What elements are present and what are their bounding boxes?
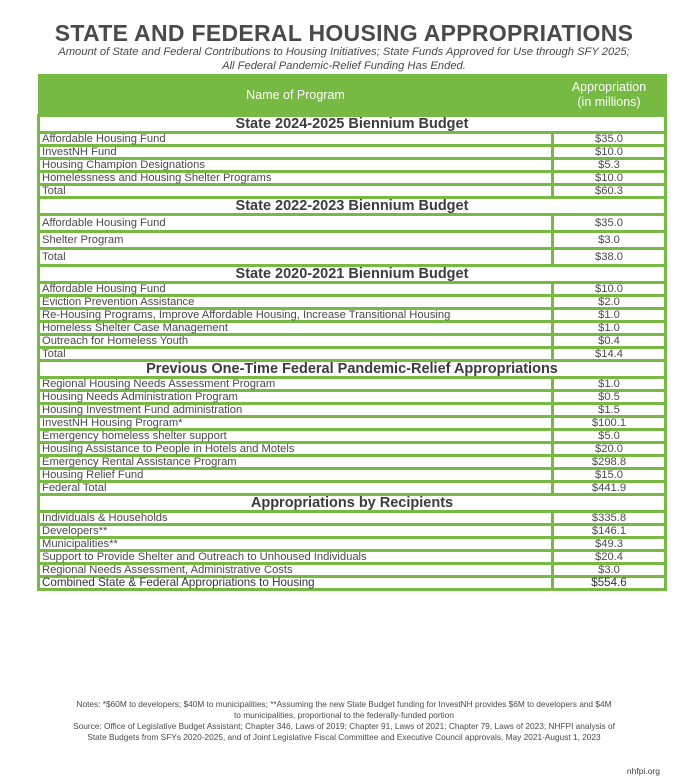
program-name-cell: Eviction Prevention Assistance	[39, 296, 553, 309]
table-row	[39, 391, 666, 404]
program-name-cell: Total	[39, 348, 553, 361]
appropriation-value-cell: $20.0	[553, 443, 666, 456]
program-name-cell: InvestNH Housing Program*	[39, 417, 553, 430]
table-row	[39, 417, 666, 430]
appropriations-table-container	[37, 74, 664, 591]
table-row	[39, 525, 666, 538]
table-row	[39, 564, 666, 577]
appropriation-value-cell: $10.0	[553, 172, 666, 185]
table-row	[39, 551, 666, 564]
section-header-row	[39, 198, 666, 215]
table-body	[39, 116, 666, 590]
section-title: State 2020-2021 Biennium Budget	[39, 266, 666, 283]
appropriation-value-cell: $5.0	[553, 430, 666, 443]
footnote-line-1: Notes: *$60M to developers; $40M to municipalities; **Assuming the new State Budget funding for InvestNH provides $6M to developers and $4M	[76, 699, 612, 709]
appropriation-value-cell: $10.0	[553, 283, 666, 296]
appropriation-value-cell: $14.4	[553, 348, 666, 361]
subtitle-line-2: All Federal Pandemic-Relief Funding Has Ended.	[222, 60, 466, 72]
column-header-appropriation-line-2: (in millions)	[577, 95, 641, 109]
source-line-2: State Budgets from SFYs 2020-2025, and of Joint Legislative Fiscal Committee and Executive Council approvals, May 2021-August 1, 2023	[87, 732, 601, 742]
program-name-cell: Regional Housing Needs Assessment Program	[39, 378, 553, 391]
program-name-cell: Housing Investment Fund administration	[39, 404, 553, 417]
appropriation-value-cell: $1.0	[553, 309, 666, 322]
appropriations-table	[37, 74, 667, 591]
program-name-cell: Individuals & Households	[39, 512, 553, 525]
program-name-cell: Regional Needs Assessment, Administrative Costs	[39, 564, 553, 577]
table-row	[39, 482, 666, 495]
table-row	[39, 185, 666, 198]
table-row	[39, 577, 666, 590]
table-row	[39, 146, 666, 159]
program-name-cell: Affordable Housing Fund	[39, 133, 553, 146]
appropriation-value-cell: $38.0	[553, 249, 666, 266]
column-header-appropriation	[553, 75, 666, 116]
program-name-cell: Housing Champion Designations	[39, 159, 553, 172]
section-header-row	[39, 266, 666, 283]
subtitle	[0, 45, 688, 73]
section-header-row	[39, 495, 666, 512]
section-header-row	[39, 116, 666, 133]
appropriation-value-cell: $49.3	[553, 538, 666, 551]
appropriation-value-cell: $60.3	[553, 185, 666, 198]
appropriation-value-cell: $35.0	[553, 215, 666, 232]
table-row	[39, 309, 666, 322]
appropriation-value-cell: $441.9	[553, 482, 666, 495]
appropriation-value-cell: $0.5	[553, 391, 666, 404]
appropriation-value-cell: $20.4	[553, 551, 666, 564]
table-row	[39, 283, 666, 296]
program-name-cell: Total	[39, 249, 553, 266]
program-name-cell: Housing Relief Fund	[39, 469, 553, 482]
table-row	[39, 538, 666, 551]
program-name-cell: Shelter Program	[39, 232, 553, 249]
program-name-cell: Total	[39, 185, 553, 198]
table-row	[39, 296, 666, 309]
table-row	[39, 133, 666, 146]
section-title: Previous One-Time Federal Pandemic-Relief Appropriations	[39, 361, 666, 378]
column-header-program: Name of Program	[39, 75, 553, 116]
program-name-cell: Homelessness and Housing Shelter Programs	[39, 172, 553, 185]
table-row	[39, 512, 666, 525]
appropriation-value-cell: $0.4	[553, 335, 666, 348]
program-name-cell: InvestNH Fund	[39, 146, 553, 159]
program-name-cell: Emergency homeless shelter support	[39, 430, 553, 443]
table-row	[39, 335, 666, 348]
program-name-cell: Affordable Housing Fund	[39, 283, 553, 296]
program-name-cell: Support to Provide Shelter and Outreach to Unhoused Individuals	[39, 551, 553, 564]
table-row	[39, 348, 666, 361]
program-name-cell: Outreach for Homeless Youth	[39, 335, 553, 348]
section-title: Appropriations by Recipients	[39, 495, 666, 512]
table-row	[39, 215, 666, 232]
appropriation-value-cell: $3.0	[553, 564, 666, 577]
appropriation-value-cell: $35.0	[553, 133, 666, 146]
appropriation-value-cell: $5.3	[553, 159, 666, 172]
site-url: nhfpi.org	[626, 766, 660, 776]
table-row	[39, 443, 666, 456]
section-title: State 2024-2025 Biennium Budget	[39, 116, 666, 133]
column-header-appropriation-line-1: Appropriation	[571, 80, 647, 94]
table-row	[39, 232, 666, 249]
program-name-cell: Housing Assistance to People in Hotels and Motels	[39, 443, 553, 456]
appropriation-value-cell: $15.0	[553, 469, 666, 482]
program-name-cell: Federal Total	[39, 482, 553, 495]
program-name-cell: Emergency Rental Assistance Program	[39, 456, 553, 469]
table-row	[39, 322, 666, 335]
table-row	[39, 430, 666, 443]
program-name-cell: Homeless Shelter Case Management	[39, 322, 553, 335]
appropriation-value-cell: $335.8	[553, 512, 666, 525]
program-name-cell: Developers**	[39, 525, 553, 538]
subtitle-line-1: Amount of State and Federal Contributions to Housing Initiatives; State Funds Approved for Use through SFY 2025;	[58, 46, 630, 58]
table-row	[39, 172, 666, 185]
appropriation-value-cell: $1.0	[553, 378, 666, 391]
program-name-cell: Housing Needs Administration Program	[39, 391, 553, 404]
table-row	[39, 249, 666, 266]
appropriation-value-cell: $2.0	[553, 296, 666, 309]
footnote-line-2: to municipalities, proportional to the federally-funded portion	[234, 710, 454, 720]
program-name-cell: Affordable Housing Fund	[39, 215, 553, 232]
appropriation-value-cell: $554.6	[553, 577, 666, 590]
page-title: STATE AND FEDERAL HOUSING APPROPRIATIONS	[54, 20, 634, 46]
appropriation-value-cell: $100.1	[553, 417, 666, 430]
program-name-cell: Re-Housing Programs, Improve Affordable Housing, Increase Transitional Housing	[39, 309, 553, 322]
appropriation-value-cell: $10.0	[553, 146, 666, 159]
table-row	[39, 456, 666, 469]
table-row	[39, 469, 666, 482]
footnotes	[20, 699, 668, 743]
section-title: State 2022-2023 Biennium Budget	[39, 198, 666, 215]
appropriation-value-cell: $298.8	[553, 456, 666, 469]
section-header-row	[39, 361, 666, 378]
program-name-cell: Municipalities**	[39, 538, 553, 551]
appropriation-value-cell: $146.1	[553, 525, 666, 538]
table-row	[39, 159, 666, 172]
table-header-row	[39, 75, 666, 116]
table-row	[39, 404, 666, 417]
program-name-cell: Combined State & Federal Appropriations to Housing	[39, 577, 553, 590]
appropriation-value-cell: $1.5	[553, 404, 666, 417]
appropriation-value-cell: $1.0	[553, 322, 666, 335]
source-line-1: Source: Office of Legislative Budget Assistant; Chapter 346, Laws of 2019; Chapter 91, Laws of 2021; Chapter 79, Laws of 2023; NHFPI analysis of	[73, 721, 615, 731]
appropriation-value-cell: $3.0	[553, 232, 666, 249]
table-row	[39, 378, 666, 391]
